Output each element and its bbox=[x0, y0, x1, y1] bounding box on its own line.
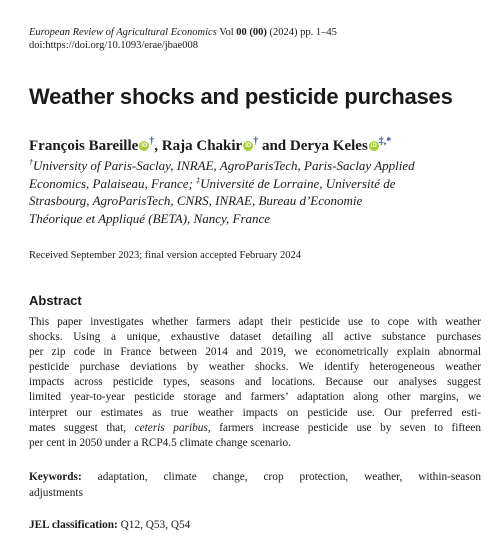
author-separator: and bbox=[258, 138, 290, 154]
affiliation-mark: † bbox=[149, 136, 155, 147]
orcid-icon[interactable]: iD bbox=[370, 143, 377, 149]
affiliation-mark: † bbox=[29, 158, 33, 167]
abstract-line: This paper investigates whether farmers adapt their pesticide use to cope with weather bbox=[29, 316, 481, 328]
paper-title: Weather shocks and pesticide purchases bbox=[29, 84, 453, 109]
abstract-heading: Abstract bbox=[29, 293, 82, 308]
jel-label: JEL classification: bbox=[29, 519, 118, 531]
abstract-line: limited year-to-year pesticide storage and farmers’ adaptation along other margins, we bbox=[29, 391, 481, 404]
author-name: Derya Keles bbox=[289, 138, 368, 154]
author-separator: , bbox=[154, 138, 162, 154]
abstract-line: interpret our estimates as true weather impacts on pesticide use. Our preferred esti- bbox=[29, 406, 481, 419]
journal-issue: (00) bbox=[249, 27, 267, 38]
abstract-line: per cent in 2050 under a RCP4.5 climate change scenario. bbox=[29, 436, 291, 449]
jel-codes: Q12, Q53, Q54 bbox=[117, 519, 191, 531]
author-list bbox=[29, 136, 391, 155]
journal-volume: 00 bbox=[236, 27, 247, 38]
abstract-line: mates suggest that, ceteris paribus, farmers increase pesticide use by seven to fifteen bbox=[29, 421, 481, 434]
emphasis-text: ceteris paribus bbox=[134, 421, 208, 434]
affiliation-mark: ‡,* bbox=[378, 136, 392, 147]
affiliation-mark: ‡ bbox=[196, 175, 201, 185]
author-name: Raja Chakir bbox=[161, 138, 243, 154]
author-name: François Bareille bbox=[29, 138, 139, 154]
doi-link[interactable]: doi:https://doi.org/10.1093/erae/jbae008 bbox=[29, 40, 198, 51]
affiliation-line: †University of Paris-Saclay, INRAE, AgroParisTech, Paris-Saclay Applied bbox=[29, 158, 415, 173]
journal-year: (2024) bbox=[269, 27, 298, 38]
keywords bbox=[29, 470, 481, 501]
journal-vol-label: Vol bbox=[219, 27, 234, 38]
affiliations bbox=[29, 157, 481, 227]
abstract-line: shocks. Using a unique, exhaustive dataset detailing all active substance purchases bbox=[29, 331, 481, 344]
jel-classification bbox=[29, 519, 190, 531]
abstract-line: impacts across pesticide types, seasons and locations. Because our analyses suggest bbox=[29, 376, 481, 389]
received-dates: Received September 2023; final version accepted February 2024 bbox=[29, 250, 302, 261]
journal-pages: pp. 1–45 bbox=[300, 27, 337, 38]
journal-name: European Review of Agricultural Economics bbox=[29, 27, 217, 38]
orcid-icon[interactable]: iD bbox=[245, 143, 252, 149]
abstract-line: per zip code in France between 2014 and 2019, we econometrically explain abnormal bbox=[29, 346, 481, 359]
journal-citation bbox=[29, 27, 337, 38]
orcid-icon[interactable]: iD bbox=[141, 143, 148, 149]
affiliation-line: Théorique et Appliqué (BETA), Nancy, France bbox=[29, 210, 271, 226]
affiliation-mark: † bbox=[253, 136, 259, 147]
keywords-line: adjustments bbox=[29, 486, 83, 499]
abstract-body bbox=[29, 315, 481, 451]
keywords-line: Keywords: adaptation, climate change, crop protection, weather, within-season bbox=[29, 471, 481, 483]
abstract-line: pesticide purchase deviations by weather shocks. We identify heterogeneous weather bbox=[29, 361, 481, 374]
affiliation-line: Economics, Palaiseau, France; ‡Université de Lorraine, Université de bbox=[29, 175, 396, 191]
keywords-label: Keywords: bbox=[29, 471, 82, 483]
affiliation-line: Strasbourg, AgroParisTech, CNRS, INRAE, Bureau d’Economie bbox=[29, 193, 363, 208]
